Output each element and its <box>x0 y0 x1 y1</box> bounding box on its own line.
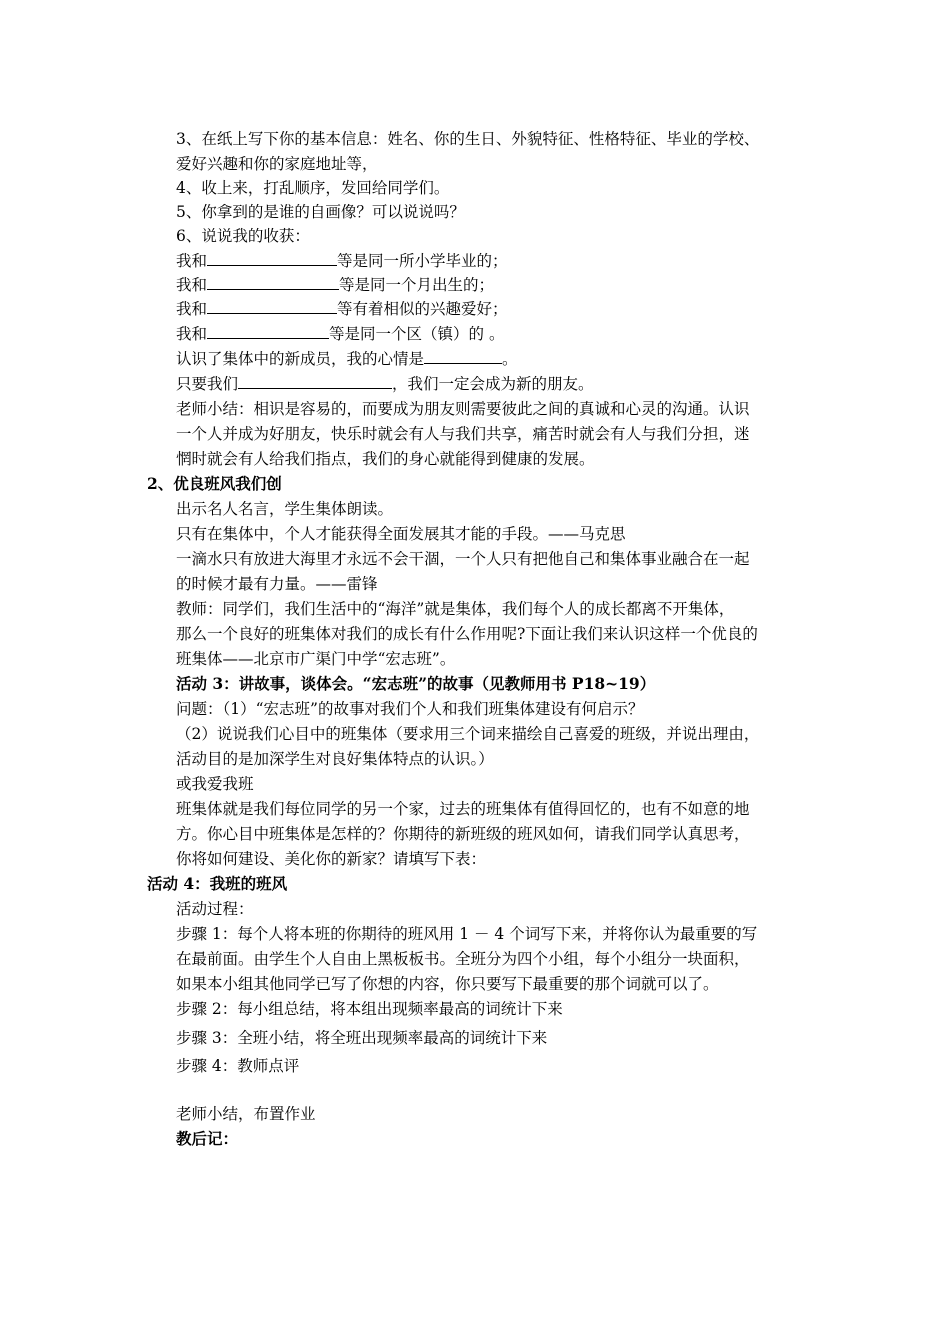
harvest-line <box>176 251 508 271</box>
text-line: 教师：同学们，我们生活中的“海洋”就是集体，我们每个人的成长都离不开集体， <box>176 600 735 618</box>
harvest-prefix: 我和 <box>176 300 208 318</box>
harvest-suffix: 等是同一所小学毕业的； <box>337 252 508 270</box>
text-line: 老师小结，布置作业 <box>176 1105 316 1123</box>
step-line: 步骤 4：教师点评 <box>176 1057 300 1075</box>
question-line: （2）说说我们心目中的班集体（要求用三个词来描绘自己喜爱的班级，并说出理由， <box>176 725 760 743</box>
harvest-suffix: 等是同一个月出生的； <box>339 276 495 294</box>
step-line: 步骤 1：每个人将本班的你期待的班风用 1 － 4 个词写下来，并将你认为最重要的写 <box>176 925 758 943</box>
harvest-prefix: 我和 <box>176 252 208 270</box>
fill-in-blank <box>207 299 337 314</box>
harvest-line <box>176 299 508 319</box>
harvest-line <box>176 324 504 344</box>
quote-line: 的时候才最有力量。——雷锋 <box>176 575 378 593</box>
summary-line: 一个人并成为好朋友，快乐时就会有人与我们共享，痛苦时就会有人与我们分担，迷 <box>176 425 750 443</box>
step-line: 步骤 2：每小组总结，将本组出现频率最高的词统计下来 <box>176 1000 563 1018</box>
step-line: 步骤 3：全班小结，将全班出现频率最高的词统计下来 <box>176 1029 548 1047</box>
fill-in-blank <box>207 251 337 266</box>
mood-prefix: 认识了集体中的新成员，我的心情是 <box>176 350 425 368</box>
text-line: 出示名人名言，学生集体朗读。 <box>176 500 394 518</box>
question-line: 活动目的是加深学生对良好集体特点的认识。） <box>176 750 494 768</box>
step-line: 如果本小组其他同学已写了你想的内容，你只要写下最重要的那个词就可以了。 <box>176 975 719 993</box>
section-heading: 2、优良班风我们创 <box>147 474 282 493</box>
text-line: 班集体——北京市广渠门中学“宏志班”。 <box>176 650 456 668</box>
text-line: 爱好兴趣和你的家庭地址等， <box>176 155 378 173</box>
reflection-heading: 教后记： <box>176 1129 239 1148</box>
text-line: 方。你心目中班集体是怎样的？你期待的新班级的班风如何，请我们同学认真思考， <box>176 825 750 843</box>
harvest-suffix: 等有着相似的兴趣爱好； <box>337 300 508 318</box>
text-line: 或我爱我班 <box>176 775 254 793</box>
activity-heading: 活动 3：讲故事，谈体会。“宏志班”的故事（见教师用书 P18~19） <box>176 674 656 693</box>
quote-line: 只有在集体中，个人才能获得全面发展其才能的手段。——马克思 <box>176 525 626 543</box>
text-line: 3、在纸上写下你的基本信息：姓名、你的生日、外貌特征、性格特征、毕业的学校、 <box>176 130 760 148</box>
quote-line: 一滴水只有放进大海里才永远不会干涸，一个人只有把他自己和集体事业融合在一起 <box>176 550 750 568</box>
fill-in-blank <box>424 349 502 364</box>
harvest-suffix: 等是同一个区（镇）的 。 <box>329 325 505 343</box>
text-line: 班集体就是我们每位同学的另一个家，过去的班集体有值得回忆的，也有不如意的地 <box>176 800 750 818</box>
friend-suffix: ，我们一定会成为新的朋友。 <box>392 375 594 393</box>
text-line: 5、你拿到的是谁的自画像？可以说说吗？ <box>176 203 465 221</box>
fill-in-blank <box>207 324 329 339</box>
summary-line: 老师小结：相识是容易的，而要成为朋友则需要彼此之间的真诚和心灵的沟通。认识 <box>176 400 750 418</box>
summary-line: 惘时就会有人给我们指点，我们的身心就能得到健康的发展。 <box>176 450 595 468</box>
text-line: 4、收上来，打乱顺序，发回给同学们。 <box>176 179 450 197</box>
text-line: 那么一个良好的班集体对我们的成长有什么作用呢?下面让我们来认识这样一个优良的 <box>176 625 758 643</box>
harvest-prefix: 我和 <box>176 276 208 294</box>
harvest-prefix: 我和 <box>176 325 208 343</box>
friend-prefix: 只要我们 <box>176 375 239 393</box>
question-line: 问题：（1）“宏志班”的故事对我们个人和我们班集体建设有何启示？ <box>176 700 644 718</box>
mood-line <box>176 349 518 369</box>
text-line: 活动过程： <box>176 900 254 918</box>
fill-in-blank <box>238 374 392 389</box>
friend-line <box>176 374 594 394</box>
harvest-line <box>176 275 494 295</box>
fill-in-blank <box>207 275 339 290</box>
text-line: 你将如何建设、美化你的新家？请填写下表： <box>176 850 487 868</box>
step-line: 在最前面。由学生个人自由上黑板板书。全班分为四个小组，每个小组分一块面积， <box>176 950 750 968</box>
mood-suffix: 。 <box>502 350 518 368</box>
text-line: 6、说说我的收获： <box>176 227 310 245</box>
activity-heading: 活动 4：我班的班风 <box>147 874 288 893</box>
